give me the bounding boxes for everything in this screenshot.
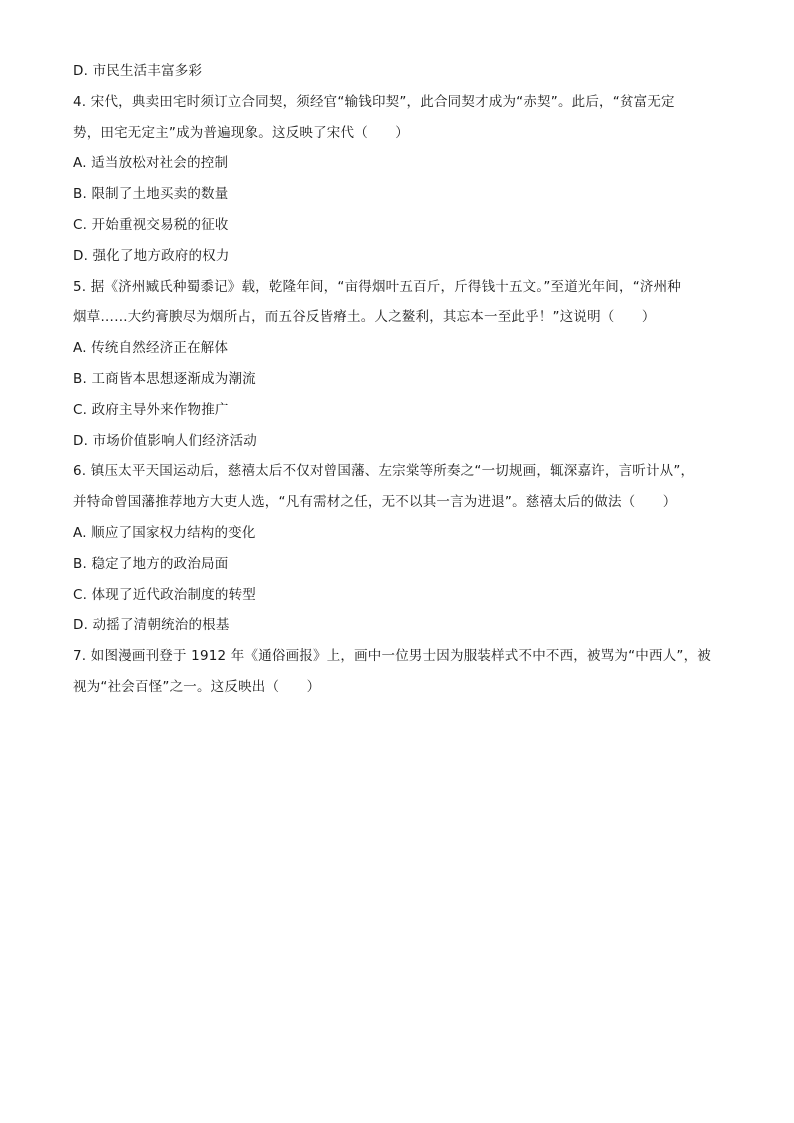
question-6-stem	[73, 462, 723, 511]
question-6-line-2: 并特命曾国藩推荐地方大吏人选，“凡有需材之任，无不以其一言为进退”。慈禧太后的做法（ ）	[73, 494, 677, 511]
option-q4-a: A. 适当放松对社会的控制	[73, 155, 229, 172]
option-q6-b: B. 稳定了地方的政治局面	[73, 555, 229, 572]
option-q4-c: C. 开始重视交易税的征收	[73, 216, 229, 233]
question-7-stem	[73, 647, 723, 696]
option-q3-d: D. 市民生活丰富多彩	[73, 63, 203, 79]
question-list	[73, 62, 723, 709]
question-5-line-2: 烟草……大约膏腴尽为烟所占，而五谷反皆瘠土。人之鳌利，其忘本一至此乎！”这说明（ ）	[73, 309, 656, 326]
question-4-line-2: 势，田宅无定主”成为普遍现象。这反映了宋代（ ）	[73, 124, 409, 141]
option-q4-b: B. 限制了土地买卖的数量	[73, 186, 229, 203]
option-q5-d: D. 市场价值影响人们经济活动	[73, 432, 257, 449]
question-5-stem	[73, 278, 723, 327]
question-5-line-1: 5. 据《济州臧氏种蜀黍记》载，乾隆年间，“亩得烟叶五百斤，斤得钱十五文。”至道光年间，“济州种	[73, 278, 682, 295]
option-q6-c: C. 体现了近代政治制度的转型	[73, 586, 257, 603]
question-7-line-1: 7. 如图漫画刊登于 1912 年《通俗画报》上，画中一位男士因为服装样式不中不西，被骂为“中西人”，被	[73, 648, 711, 665]
option-q5-b: B. 工商皆本思想逐渐成为潮流	[73, 370, 256, 387]
option-q6-d: D. 动摇了清朝统治的根基	[73, 617, 230, 634]
question-6-line-1: 6. 镇压太平天国运动后，慈禧太后不仅对曾国藩、左宗棠等所奏之“一切规画，辄深嘉许，言听计从”，	[73, 463, 695, 480]
option-q5-c: C. 政府主导外来作物推广	[73, 401, 229, 418]
option-q6-a: A. 顺应了国家权力结构的变化	[73, 524, 256, 541]
option-q4-d: D. 强化了地方政府的权力	[73, 247, 230, 264]
question-4-line-1: 4. 宋代，典卖田宅时须订立合同契，须经官“输钱印契”，此合同契才成为“赤契”。此后，“贫富无定	[73, 93, 675, 110]
option-q5-a: A. 传统自然经济正在解体	[73, 340, 229, 357]
question-7-line-2: 视为“社会百怪”之一。这反映出（ ）	[73, 678, 321, 695]
question-4-stem	[73, 93, 723, 142]
